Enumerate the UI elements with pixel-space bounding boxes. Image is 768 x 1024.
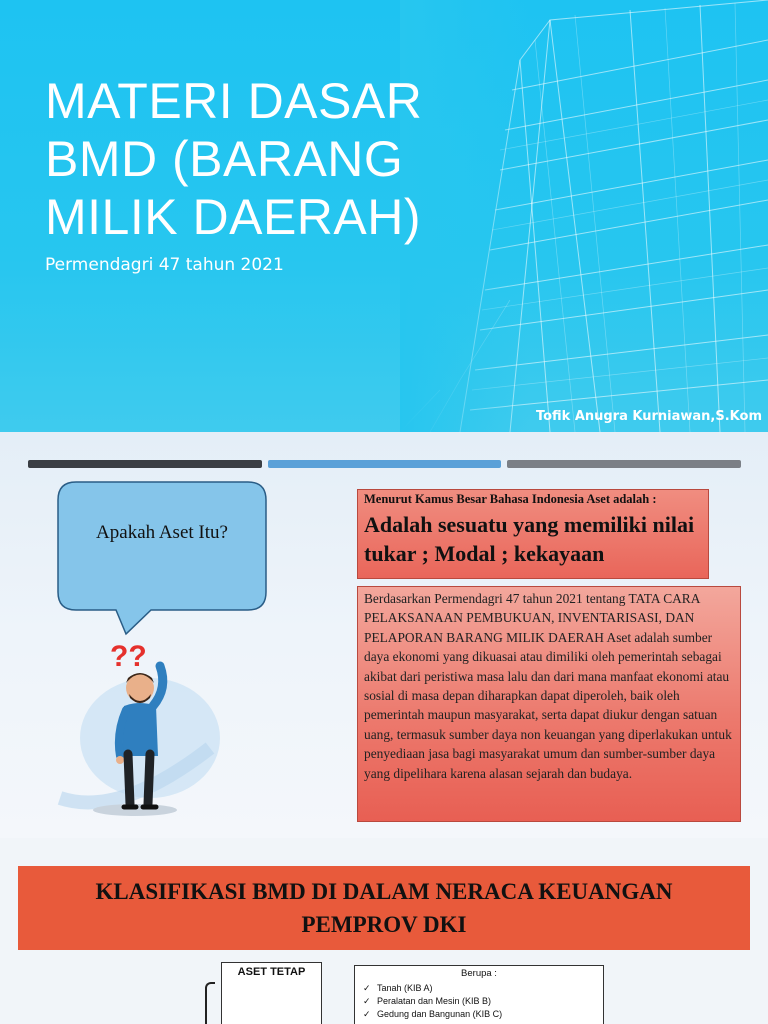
presentation-title (45, 72, 485, 246)
list-item (363, 1008, 595, 1021)
asset-definition-slide (0, 432, 768, 838)
aset-tetap-box (221, 962, 322, 1024)
title-line-2: BMD (BARANG (45, 131, 404, 187)
question-mark-icon: ?? (110, 640, 147, 673)
bracket-connector (205, 982, 215, 1024)
asset-type-list (363, 982, 595, 1021)
berupa-label: Berupa : (461, 968, 497, 979)
list-item-label: Tanah (KIB A) (377, 983, 433, 993)
presentation-subtitle: Permendagri 47 tahun 2021 (45, 255, 284, 275)
permendagri-definition-text: Berdasarkan Permendagri 47 tahun 2021 tentang TATA CARA PELAKSANAAN PEMBUKUAN, INVENTARISASI, DAN PELAPORAN BARANG MILIK DAERAH Aset adalah sumber daya ekonomi yang dikuasai atau dimiliki oleh pemerintah sebagai akibat dari peristiwa masa lalu dan dari mana manfaat ekonomi atau sosial di masa depan diharapkan dapat diperoleh, baik oleh pemerintah maupun masyarakat, serta dapat diukur dengan satuan uang, termasuk sumber daya non keuangan yang diperlakukan untuk penyediaan jasa bagi masyarakat umum dan sumber-sumber daya yang dipelihara karena alasan sejarah dan budaya. (364, 591, 732, 781)
header-bar-dark (28, 460, 262, 468)
title-line-1: MATERI DASAR (45, 73, 423, 129)
classification-banner (18, 866, 750, 950)
title-slide (0, 0, 768, 432)
list-item-label: Peralatan dan Mesin (KIB B) (377, 996, 492, 1006)
author-name: Tofik Anugra Kurniawan,S.Kom (535, 409, 762, 424)
check-icon: ✓ (363, 1009, 371, 1019)
speech-bubble-text: Apakah Aset Itu? (96, 522, 228, 543)
speech-bubble (56, 480, 268, 636)
title-line-3: MILIK DAERAH) (45, 189, 422, 245)
berupa-box (354, 965, 604, 1024)
permendagri-definition-box (357, 586, 741, 822)
aset-tetap-label: ASET TETAP (237, 966, 306, 978)
classification-slide (0, 838, 768, 1024)
list-item-label: Gedung dan Bangunan (KIB C) (377, 1009, 503, 1019)
header-bar-gray (507, 460, 741, 468)
list-item (363, 982, 595, 995)
kbbi-definition-box (357, 489, 709, 579)
header-bar-blue (268, 460, 501, 468)
list-item (363, 995, 595, 1008)
check-icon: ✓ (363, 996, 371, 1006)
definition-intro: Menurut Kamus Besar Bahasa Indonesia Aset adalah : (364, 492, 657, 506)
check-icon: ✓ (363, 983, 371, 993)
definition-main: Adalah sesuatu yang memiliki nilai tukar ; Modal ; kekayaan (364, 512, 695, 566)
classification-title: KLASIFIKASI BMD DI DALAM NERACA KEUANGAN PEMPROV DKI (95, 879, 673, 937)
confused-person-illustration (40, 628, 220, 828)
